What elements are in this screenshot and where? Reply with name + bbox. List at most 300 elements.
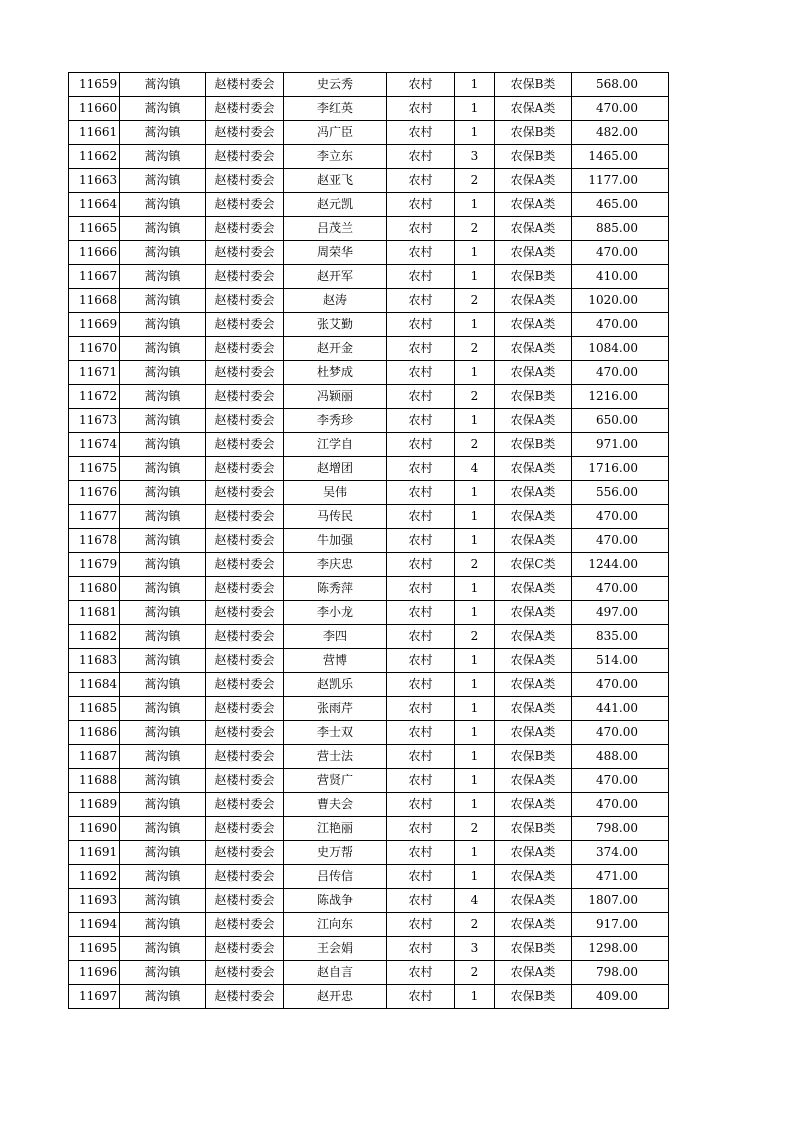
cell-type: 农保B类 (495, 937, 572, 961)
cell-amount: 1084.00 (572, 337, 669, 361)
cell-id: 11692 (69, 865, 120, 889)
cell-area: 农村 (387, 889, 455, 913)
cell-name: 冯颖丽 (284, 385, 387, 409)
cell-town: 蒿沟镇 (120, 121, 206, 145)
cell-type: 农保A类 (495, 361, 572, 385)
cell-village: 赵楼村委会 (206, 769, 284, 793)
cell-count: 1 (455, 649, 495, 673)
cell-id: 11674 (69, 433, 120, 457)
cell-name: 李士双 (284, 721, 387, 745)
cell-area: 农村 (387, 649, 455, 673)
cell-count: 1 (455, 841, 495, 865)
cell-name: 营贤广 (284, 769, 387, 793)
cell-town: 蒿沟镇 (120, 409, 206, 433)
cell-area: 农村 (387, 481, 455, 505)
cell-village: 赵楼村委会 (206, 457, 284, 481)
cell-town: 蒿沟镇 (120, 937, 206, 961)
cell-name: 营士法 (284, 745, 387, 769)
cell-count: 2 (455, 337, 495, 361)
cell-type: 农保A类 (495, 529, 572, 553)
cell-amount: 470.00 (572, 241, 669, 265)
table-row (69, 289, 669, 313)
cell-id: 11681 (69, 601, 120, 625)
cell-amount: 497.00 (572, 601, 669, 625)
cell-amount: 470.00 (572, 721, 669, 745)
cell-type: 农保A类 (495, 457, 572, 481)
cell-count: 1 (455, 121, 495, 145)
cell-name: 李四 (284, 625, 387, 649)
cell-amount: 835.00 (572, 625, 669, 649)
cell-area: 农村 (387, 313, 455, 337)
table-row (69, 985, 669, 1009)
cell-id: 11671 (69, 361, 120, 385)
table-row (69, 313, 669, 337)
cell-amount: 798.00 (572, 817, 669, 841)
cell-area: 农村 (387, 625, 455, 649)
cell-type: 农保B类 (495, 265, 572, 289)
cell-name: 吕茂兰 (284, 217, 387, 241)
cell-name: 李立东 (284, 145, 387, 169)
cell-count: 1 (455, 745, 495, 769)
cell-id: 11683 (69, 649, 120, 673)
cell-id: 11675 (69, 457, 120, 481)
cell-amount: 556.00 (572, 481, 669, 505)
cell-name: 江向东 (284, 913, 387, 937)
cell-id: 11684 (69, 673, 120, 697)
cell-town: 蒿沟镇 (120, 913, 206, 937)
cell-count: 1 (455, 697, 495, 721)
cell-type: 农保A类 (495, 961, 572, 985)
cell-id: 11662 (69, 145, 120, 169)
cell-village: 赵楼村委会 (206, 217, 284, 241)
cell-area: 农村 (387, 409, 455, 433)
cell-area: 农村 (387, 457, 455, 481)
cell-type: 农保B类 (495, 985, 572, 1009)
cell-amount: 650.00 (572, 409, 669, 433)
cell-count: 3 (455, 937, 495, 961)
cell-town: 蒿沟镇 (120, 97, 206, 121)
cell-type: 农保A类 (495, 577, 572, 601)
cell-amount: 470.00 (572, 769, 669, 793)
cell-name: 史万帮 (284, 841, 387, 865)
table-row (69, 385, 669, 409)
cell-town: 蒿沟镇 (120, 145, 206, 169)
cell-town: 蒿沟镇 (120, 241, 206, 265)
cell-name: 赵开忠 (284, 985, 387, 1009)
cell-village: 赵楼村委会 (206, 97, 284, 121)
cell-type: 农保A类 (495, 241, 572, 265)
cell-count: 2 (455, 913, 495, 937)
cell-area: 农村 (387, 961, 455, 985)
cell-type: 农保A类 (495, 601, 572, 625)
cell-type: 农保A类 (495, 793, 572, 817)
cell-amount: 409.00 (572, 985, 669, 1009)
table-row (69, 817, 669, 841)
cell-count: 1 (455, 793, 495, 817)
cell-area: 农村 (387, 601, 455, 625)
cell-name: 赵开军 (284, 265, 387, 289)
cell-area: 农村 (387, 985, 455, 1009)
cell-name: 李红英 (284, 97, 387, 121)
cell-count: 1 (455, 313, 495, 337)
cell-village: 赵楼村委会 (206, 817, 284, 841)
cell-count: 1 (455, 481, 495, 505)
cell-amount: 1807.00 (572, 889, 669, 913)
cell-village: 赵楼村委会 (206, 985, 284, 1009)
cell-id: 11670 (69, 337, 120, 361)
cell-name: 王会娟 (284, 937, 387, 961)
cell-town: 蒿沟镇 (120, 889, 206, 913)
cell-id: 11667 (69, 265, 120, 289)
cell-town: 蒿沟镇 (120, 361, 206, 385)
cell-id: 11665 (69, 217, 120, 241)
cell-village: 赵楼村委会 (206, 625, 284, 649)
cell-town: 蒿沟镇 (120, 697, 206, 721)
cell-name: 吕传信 (284, 865, 387, 889)
cell-type: 农保B类 (495, 745, 572, 769)
cell-amount: 482.00 (572, 121, 669, 145)
cell-town: 蒿沟镇 (120, 769, 206, 793)
cell-amount: 471.00 (572, 865, 669, 889)
table-row (69, 193, 669, 217)
table-row (69, 865, 669, 889)
cell-id: 11687 (69, 745, 120, 769)
cell-id: 11673 (69, 409, 120, 433)
cell-village: 赵楼村委会 (206, 505, 284, 529)
cell-amount: 441.00 (572, 697, 669, 721)
cell-town: 蒿沟镇 (120, 193, 206, 217)
cell-town: 蒿沟镇 (120, 817, 206, 841)
cell-area: 农村 (387, 385, 455, 409)
cell-area: 农村 (387, 121, 455, 145)
cell-type: 农保A类 (495, 697, 572, 721)
cell-area: 农村 (387, 721, 455, 745)
cell-amount: 470.00 (572, 97, 669, 121)
cell-id: 11685 (69, 697, 120, 721)
cell-village: 赵楼村委会 (206, 673, 284, 697)
cell-type: 农保B类 (495, 121, 572, 145)
cell-name: 江艳丽 (284, 817, 387, 841)
cell-area: 农村 (387, 937, 455, 961)
cell-name: 杜梦成 (284, 361, 387, 385)
cell-village: 赵楼村委会 (206, 169, 284, 193)
cell-area: 农村 (387, 193, 455, 217)
cell-name: 赵元凯 (284, 193, 387, 217)
cell-town: 蒿沟镇 (120, 73, 206, 97)
cell-town: 蒿沟镇 (120, 601, 206, 625)
cell-town: 蒿沟镇 (120, 985, 206, 1009)
cell-type: 农保B类 (495, 433, 572, 457)
cell-count: 2 (455, 217, 495, 241)
cell-amount: 885.00 (572, 217, 669, 241)
cell-id: 11696 (69, 961, 120, 985)
cell-amount: 1216.00 (572, 385, 669, 409)
cell-area: 农村 (387, 865, 455, 889)
cell-count: 1 (455, 529, 495, 553)
cell-count: 1 (455, 409, 495, 433)
table-row (69, 841, 669, 865)
table-row (69, 121, 669, 145)
cell-name: 赵亚飞 (284, 169, 387, 193)
cell-amount: 470.00 (572, 793, 669, 817)
cell-village: 赵楼村委会 (206, 265, 284, 289)
cell-count: 2 (455, 289, 495, 313)
table-row (69, 481, 669, 505)
cell-amount: 374.00 (572, 841, 669, 865)
cell-id: 11693 (69, 889, 120, 913)
records-table-body (69, 73, 669, 1009)
cell-id: 11691 (69, 841, 120, 865)
cell-amount: 917.00 (572, 913, 669, 937)
cell-amount: 1244.00 (572, 553, 669, 577)
cell-type: 农保A类 (495, 673, 572, 697)
cell-id: 11682 (69, 625, 120, 649)
cell-town: 蒿沟镇 (120, 649, 206, 673)
cell-village: 赵楼村委会 (206, 145, 284, 169)
cell-village: 赵楼村委会 (206, 841, 284, 865)
cell-amount: 514.00 (572, 649, 669, 673)
cell-amount: 470.00 (572, 313, 669, 337)
cell-area: 农村 (387, 337, 455, 361)
cell-type: 农保A类 (495, 313, 572, 337)
cell-village: 赵楼村委会 (206, 649, 284, 673)
cell-town: 蒿沟镇 (120, 289, 206, 313)
cell-village: 赵楼村委会 (206, 601, 284, 625)
cell-id: 11680 (69, 577, 120, 601)
table-row (69, 937, 669, 961)
cell-area: 农村 (387, 553, 455, 577)
cell-type: 农保A类 (495, 841, 572, 865)
cell-count: 2 (455, 169, 495, 193)
cell-id: 11660 (69, 97, 120, 121)
cell-name: 陈秀萍 (284, 577, 387, 601)
cell-count: 2 (455, 433, 495, 457)
cell-town: 蒿沟镇 (120, 721, 206, 745)
table-row (69, 505, 669, 529)
cell-count: 1 (455, 505, 495, 529)
cell-count: 1 (455, 673, 495, 697)
cell-amount: 470.00 (572, 529, 669, 553)
cell-count: 2 (455, 817, 495, 841)
cell-type: 农保A类 (495, 409, 572, 433)
cell-amount: 470.00 (572, 673, 669, 697)
cell-amount: 1020.00 (572, 289, 669, 313)
cell-town: 蒿沟镇 (120, 577, 206, 601)
cell-type: 农保A类 (495, 169, 572, 193)
cell-id: 11678 (69, 529, 120, 553)
cell-area: 农村 (387, 913, 455, 937)
cell-type: 农保A类 (495, 97, 572, 121)
cell-count: 1 (455, 985, 495, 1009)
cell-count: 1 (455, 721, 495, 745)
cell-id: 11695 (69, 937, 120, 961)
cell-amount: 465.00 (572, 193, 669, 217)
cell-id: 11676 (69, 481, 120, 505)
table-row (69, 769, 669, 793)
cell-id: 11672 (69, 385, 120, 409)
cell-count: 1 (455, 865, 495, 889)
cell-id: 11661 (69, 121, 120, 145)
cell-id: 11690 (69, 817, 120, 841)
table-row (69, 793, 669, 817)
cell-village: 赵楼村委会 (206, 745, 284, 769)
cell-name: 冯广臣 (284, 121, 387, 145)
table-row (69, 241, 669, 265)
cell-area: 农村 (387, 505, 455, 529)
cell-village: 赵楼村委会 (206, 241, 284, 265)
cell-village: 赵楼村委会 (206, 961, 284, 985)
cell-id: 11686 (69, 721, 120, 745)
cell-type: 农保A类 (495, 481, 572, 505)
cell-amount: 1298.00 (572, 937, 669, 961)
cell-name: 赵开金 (284, 337, 387, 361)
cell-id: 11668 (69, 289, 120, 313)
cell-name: 赵增团 (284, 457, 387, 481)
cell-type: 农保A类 (495, 913, 572, 937)
cell-area: 农村 (387, 289, 455, 313)
table-row (69, 553, 669, 577)
cell-type: 农保A类 (495, 337, 572, 361)
cell-amount: 1716.00 (572, 457, 669, 481)
table-row (69, 73, 669, 97)
cell-area: 农村 (387, 769, 455, 793)
cell-village: 赵楼村委会 (206, 73, 284, 97)
cell-amount: 410.00 (572, 265, 669, 289)
cell-name: 李秀珍 (284, 409, 387, 433)
table-row (69, 337, 669, 361)
cell-count: 1 (455, 601, 495, 625)
cell-type: 农保A类 (495, 217, 572, 241)
cell-id: 11666 (69, 241, 120, 265)
cell-area: 农村 (387, 817, 455, 841)
cell-amount: 488.00 (572, 745, 669, 769)
cell-area: 农村 (387, 265, 455, 289)
table-row (69, 913, 669, 937)
table-row (69, 697, 669, 721)
cell-village: 赵楼村委会 (206, 793, 284, 817)
table-row (69, 457, 669, 481)
table-row (69, 961, 669, 985)
cell-count: 1 (455, 361, 495, 385)
cell-type: 农保A类 (495, 865, 572, 889)
cell-count: 1 (455, 577, 495, 601)
cell-village: 赵楼村委会 (206, 193, 284, 217)
cell-count: 1 (455, 193, 495, 217)
cell-area: 农村 (387, 217, 455, 241)
cell-area: 农村 (387, 697, 455, 721)
cell-area: 农村 (387, 73, 455, 97)
table-row (69, 673, 669, 697)
cell-id: 11697 (69, 985, 120, 1009)
cell-village: 赵楼村委会 (206, 889, 284, 913)
cell-town: 蒿沟镇 (120, 457, 206, 481)
cell-count: 2 (455, 385, 495, 409)
cell-town: 蒿沟镇 (120, 433, 206, 457)
cell-village: 赵楼村委会 (206, 721, 284, 745)
cell-name: 赵凯乐 (284, 673, 387, 697)
cell-town: 蒿沟镇 (120, 481, 206, 505)
cell-count: 1 (455, 265, 495, 289)
cell-town: 蒿沟镇 (120, 865, 206, 889)
table-row (69, 721, 669, 745)
cell-name: 马传民 (284, 505, 387, 529)
cell-type: 农保A类 (495, 649, 572, 673)
cell-village: 赵楼村委会 (206, 865, 284, 889)
cell-amount: 470.00 (572, 505, 669, 529)
table-row (69, 577, 669, 601)
cell-amount: 470.00 (572, 361, 669, 385)
cell-type: 农保A类 (495, 193, 572, 217)
cell-area: 农村 (387, 673, 455, 697)
cell-area: 农村 (387, 241, 455, 265)
cell-village: 赵楼村委会 (206, 409, 284, 433)
cell-village: 赵楼村委会 (206, 937, 284, 961)
cell-id: 11663 (69, 169, 120, 193)
cell-count: 2 (455, 961, 495, 985)
cell-amount: 1465.00 (572, 145, 669, 169)
cell-area: 农村 (387, 529, 455, 553)
cell-type: 农保A类 (495, 889, 572, 913)
cell-area: 农村 (387, 97, 455, 121)
cell-amount: 568.00 (572, 73, 669, 97)
cell-area: 农村 (387, 793, 455, 817)
cell-town: 蒿沟镇 (120, 529, 206, 553)
cell-count: 1 (455, 241, 495, 265)
table-row (69, 169, 669, 193)
cell-town: 蒿沟镇 (120, 793, 206, 817)
cell-type: 农保B类 (495, 817, 572, 841)
cell-amount: 798.00 (572, 961, 669, 985)
cell-name: 周荣华 (284, 241, 387, 265)
cell-type: 农保A类 (495, 721, 572, 745)
cell-type: 农保B类 (495, 385, 572, 409)
cell-count: 2 (455, 625, 495, 649)
cell-village: 赵楼村委会 (206, 337, 284, 361)
cell-name: 江学自 (284, 433, 387, 457)
cell-town: 蒿沟镇 (120, 265, 206, 289)
table-row (69, 409, 669, 433)
table-row (69, 433, 669, 457)
cell-village: 赵楼村委会 (206, 481, 284, 505)
table-row (69, 265, 669, 289)
cell-village: 赵楼村委会 (206, 121, 284, 145)
cell-town: 蒿沟镇 (120, 673, 206, 697)
cell-amount: 971.00 (572, 433, 669, 457)
table-row (69, 145, 669, 169)
cell-name: 牛加强 (284, 529, 387, 553)
cell-count: 1 (455, 97, 495, 121)
table-row (69, 649, 669, 673)
cell-type: 农保A类 (495, 505, 572, 529)
cell-town: 蒿沟镇 (120, 385, 206, 409)
cell-town: 蒿沟镇 (120, 217, 206, 241)
cell-town: 蒿沟镇 (120, 505, 206, 529)
cell-village: 赵楼村委会 (206, 553, 284, 577)
cell-village: 赵楼村委会 (206, 529, 284, 553)
cell-area: 农村 (387, 433, 455, 457)
cell-town: 蒿沟镇 (120, 313, 206, 337)
cell-area: 农村 (387, 145, 455, 169)
cell-town: 蒿沟镇 (120, 625, 206, 649)
cell-town: 蒿沟镇 (120, 841, 206, 865)
cell-id: 11694 (69, 913, 120, 937)
cell-village: 赵楼村委会 (206, 385, 284, 409)
cell-amount: 1177.00 (572, 169, 669, 193)
cell-type: 农保B类 (495, 73, 572, 97)
cell-name: 张雨芹 (284, 697, 387, 721)
cell-town: 蒿沟镇 (120, 169, 206, 193)
cell-area: 农村 (387, 745, 455, 769)
